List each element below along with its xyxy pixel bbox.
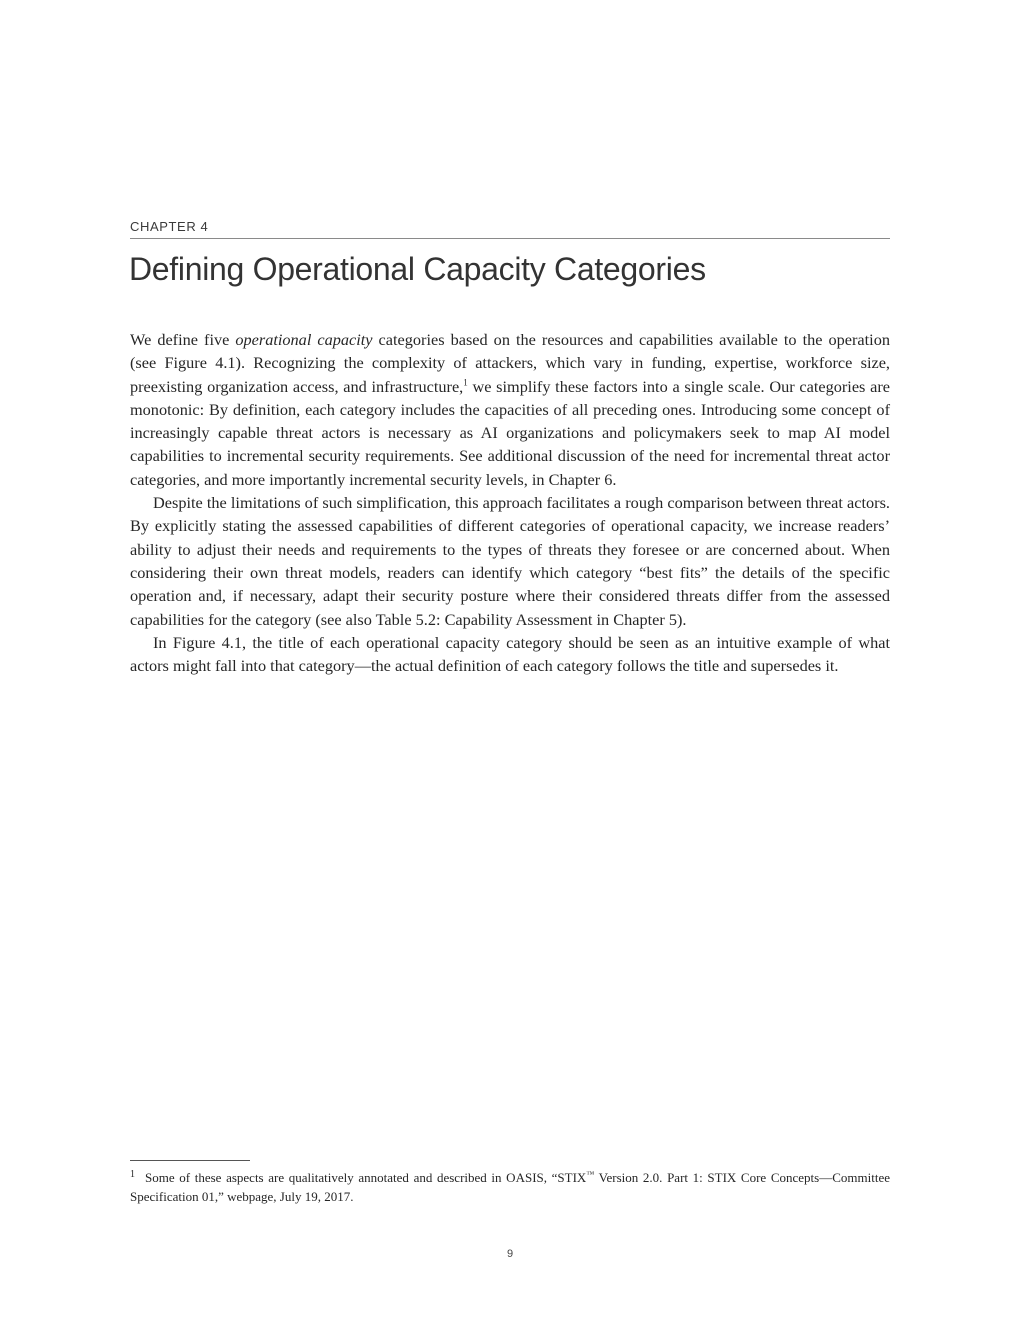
trademark-symbol: ™ — [586, 1169, 595, 1179]
footnote-text-lead: Some of these aspects are qualitatively annotated and described in OASIS, “STIX — [145, 1170, 587, 1185]
page-number: 9 — [506, 1248, 514, 1260]
paragraph-1-middle: categories based on the resources and capabilities available to the operation (see Figure 4.1). Recognizing the complexity of attackers, which vary in funding, expertise, workforce size, preexisting organization access, and infrastructure, — [130, 330, 890, 396]
paragraph-2: Despite the limitations of such simplification, this approach facilitates a rough comparison between threat actors. By explicitly stating the assessed capabilities of different categories of operational capacity, we increase readers’ ability to adjust their needs and requirements to the types of threats they foresee or are concerned about. When considering their own threat models, readers can identify which category “best fits” the details of the specific operation and, if necessary, adapt their security posture where their considered threats differ from the assessed capabilities for the category (see also Table 5.2: Capability Assessment in Chapter 5). — [130, 493, 890, 629]
paragraph-1 — [130, 328, 890, 491]
chapter-label: CHAPTER 4 — [130, 219, 209, 234]
footnote-number: 1 — [130, 1168, 135, 1180]
footnote-reference[interactable]: 1 — [463, 377, 468, 388]
chapter-title: Defining Operational Capacity Categories — [129, 251, 706, 287]
footnote-divider — [130, 1160, 250, 1161]
paragraph-1-emphasis: operational capacity — [235, 330, 373, 349]
paragraph-1-tail: we simplify these factors into a single scale. Our categories are monotonic: By definition, each category includes the capacities of all preceding ones. Introducing some concept of increasingly capable threat actors is necessary as AI organizations and policymakers seek to map AI model capabilities to incremental security requirements. See additional discussion of the need for incremental threat actor categories, and more importantly incremental security levels, in Chapter 6. — [130, 376, 890, 489]
footnote-text-tail: Version 2.0. Part 1: STIX Core Concepts—Committee Specification 01,” webpage, July 19, 2017. — [130, 1170, 890, 1204]
paragraph-3: In Figure 4.1, the title of each operational capacity category should be seen as an intuitive example of what actors might fall into that category—the actual definition of each category follows the title and supersedes it. — [130, 632, 890, 676]
body-text — [130, 328, 890, 677]
footnote — [130, 1168, 890, 1206]
paragraph-1-lead: We define five — [130, 330, 236, 349]
chapter-divider — [130, 238, 890, 239]
